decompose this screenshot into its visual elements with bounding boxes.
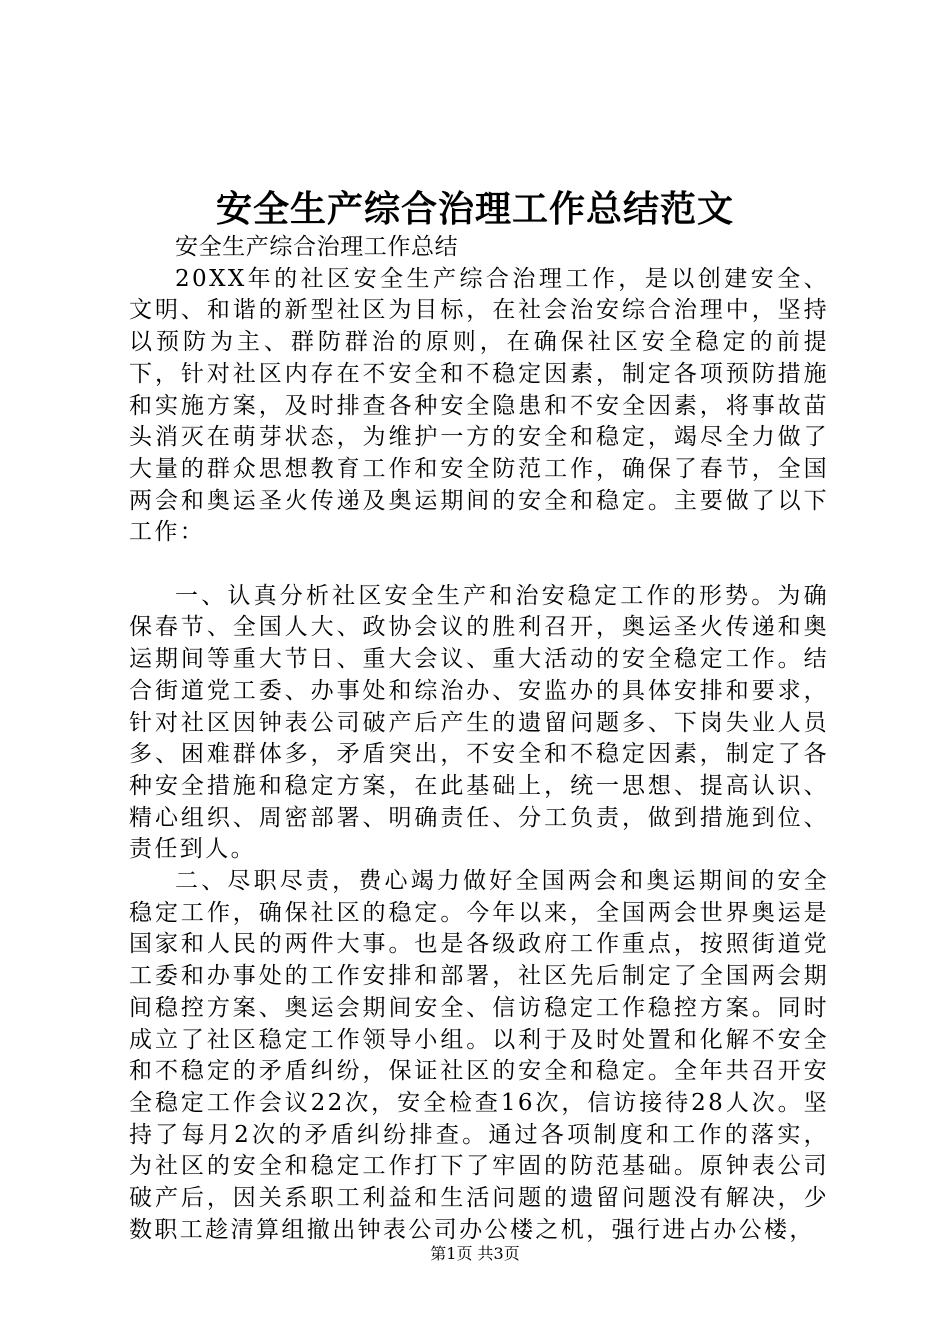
- paragraph-intro: 20XX年的社区安全生产综合治理工作，是以创建安全、文明、和谐的新型社区为目标，在社会治安综合治理中，坚持以预防为主、群防群治的原则，在确保社区安全稳定的前提下，针对社区内存在不安全和不稳定因素，制定各项预防措施和实施方案，及时排查各种安全隐患和不安全因素，将事故苗头消灭在萌芽状态，为维护一方的安全和稳定，竭尽全力做了大量的群众思想教育工作和安全防范工作，确保了春节，全国两会和奥运圣火传递及奥运期间的安全和稳定。主要做了以下工作：: [129, 265, 829, 546]
- document-title: 安全生产综合治理工作总结范文: [215, 188, 734, 230]
- paragraph-section-1: 一、认真分析社区安全生产和治安稳定工作的形势。为确保春节、全国人大、政协会议的胜利召开，奥运圣火传递和奥运期间等重大节日、重大会议、重大活动的安全稳定工作。结合街道党工委、办事处和综治办、安监办的具体安排和要求，针对社区因钟表公司破产后产生的遗留问题多、下岗失业人员多、困难群体多，矛盾突出，不安全和不稳定因素，制定了各种安全措施和稳定方案，在此基础上，统一思想、提高认识、精心组织、周密部署、明确责任、分工负责，做到措施到位、责任到人。: [129, 582, 829, 863]
- page-number-footer: 第1页 共3页: [430, 1244, 520, 1263]
- paragraph-section-2: 二、尽职尽责，费心竭力做好全国两会和奥运期间的安全稳定工作，确保社区的稳定。今年以来，全国两会世界奥运是国家和人民的两件大事。也是各级政府工作重点，按照街道党工委和办事处的工作安排和部署，社区先后制定了全国两会期间稳控方案、奥运会期间安全、信访稳定工作稳控方案。同时成立了社区稳定工作领导小组。以利于及时处置和化解不安全和不稳定的矛盾纠纷，保证社区的安全和稳定。全年共召开安全稳定工作会议22次，安全检查16次，信访接待28人次。坚持了每月2次的矛盾纠纷排查。通过各项制度和工作的落实，为社区的安全和稳定工作打下了牢固的防范基础。原钟表公司破产后，因关系职工利益和生活问题的遗留问题没有解决，少数职工趁清算组撤出钟表公司办公楼之机，强行进占办公楼，: [129, 868, 829, 1243]
- document-body: [129, 232, 829, 1246]
- document-subtitle: 安全生产综合治理工作总结: [175, 234, 459, 260]
- paragraph-gap: [129, 549, 829, 581]
